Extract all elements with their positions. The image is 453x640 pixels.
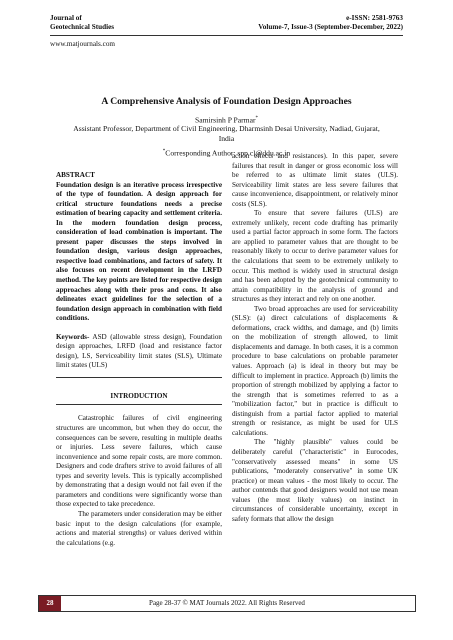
journal-name: [50, 14, 114, 32]
keywords-label: Keywords-: [56, 332, 90, 341]
keywords: [56, 333, 222, 371]
issn: e-ISSN: 2581-9763: [346, 14, 403, 22]
affiliation-line1: Assistant Professor, Department of Civil Engineering, Dharmsinh Desai University, Nadiad, Gujarat,: [73, 124, 380, 133]
journal-name-line2: Geotechnical Studies: [50, 23, 115, 31]
intro-paragraph-1: Catastrophic failures of civil engineering structures are uncommon, but when they do occur, the consequences can be severe, resulting in multiple deaths or injuries. Less severe failures, which cause inconvenience and some repair costs, are more common. Designers and code drafters strive to avoid failures of all types and severity levels. This is typically accomplished by demonstrating that a design would not fail even if the parameters and conditions were significantly worse than those expected to take precedence.: [56, 414, 222, 509]
affiliation-line2: India: [218, 133, 235, 143]
keywords-text: ASD (allowable stress design), Foundation design approaches, LRFD (load and resistance factor design), LS, Serviceability limit states (SLS), Ultimate limit states (ULS): [56, 332, 222, 370]
introduction-heading: INTRODUCTION: [110, 391, 168, 400]
left-column: [56, 171, 222, 548]
page-footer: [38, 595, 416, 612]
paper-title: A Comprehensive Analysis of Foundation Design Approaches: [101, 96, 352, 107]
journal-issue-info: [258, 14, 403, 32]
section-rule: [56, 377, 222, 378]
corresponding-text: Corresponding Author: spp.cl@ddu.ac.in: [165, 148, 291, 158]
section-rule: [56, 404, 222, 405]
copyright-text: Page 28-37 © MAT Journals 2022. All Rights Reserved: [149, 599, 305, 607]
volume-issue: Volume-7, Issue-3 (September-December, 2022): [258, 23, 403, 31]
page-number: 28: [39, 596, 61, 611]
affiliation: [40, 124, 413, 143]
corresponding-marker: *: [162, 149, 166, 154]
right-paragraph-0: action effects and resistances). In this paper, severe failures that result in danger or gross economic loss will be referred to as ultimate limit states (ULS). Serviceability limit states are less severe failures that cause inconvenience, disappointment, or relatively minor costs (SLS).: [232, 152, 398, 208]
header-rule: [50, 35, 403, 36]
journal-name-line1: Journal of: [50, 14, 82, 22]
right-paragraph-1: To ensure that severe failures (ULS) are extremely unlikely, recent code drafting has primarily used a partial factor approach in some form. The factors are applied to parameter values that are thought to be reasonably likely to occur to derive parameter values for the calculations that seem to be extremely unlikely to occur. This method is widely used in structural design and has been adopted by the geotechnical community to attain compatibility in the analysis of ground and structures as they interact and rely on one another.: [232, 209, 398, 304]
intro-paragraph-2: The parameters under consideration may be either basic input to the design calculations (for example, actions and material strengths) or values derived within the calculations (e.g.: [56, 509, 222, 547]
right-paragraph-3: The "highly plausible" values could be deliberately careful ("characteristic" in Eurocodes, "conservatively assessed means" in some US publications, "moderately conservative" in some UK practice) or mean values - the most likely to occur. The author contends that good designers would not use mean values (the most likely values) on instinct in circumstances of considerable uncertainty, except in safety formats that allow the design: [232, 438, 398, 523]
right-paragraph-2: Two broad approaches are used for serviceability (SLS): (a) direct calculations of displacements & deformations, crack widths, and damage, and (b) limits on the mobilization of strength allowed, to limit displacements and damage. In both cases, it is a common procedure to base calculations on probable parameter values. Approach (a) is ideal in theory but may be difficult to implement in practice. Approach (b) limits the proportion of strength mobilized by applying a factor to the strength that is sometimes referred to as a "mobilization factor," but in practice is difficult to distinguish from a partial factor applied to material strength or resistance, as might be used for ULS calculations.: [232, 304, 398, 437]
abstract-heading: ABSTRACT: [56, 171, 95, 179]
author-marker: *: [255, 116, 258, 121]
author-name: Samirsinh P Parmar: [195, 115, 256, 125]
website-link[interactable]: www.matjournals.com: [50, 40, 116, 48]
abstract-text: Foundation design is an iterative process irrespective of the type of foundation. A design approach for critical structure foundations needs a precise estimation of bearing capacity and settlement criteria. In the modern foundation design process, consideration of load combination is important. The present paper discusses the steps involved in foundation design, various design approaches, respective load combinations, and factors of safety. It also focuses on recent development in the LRFD method. The key points are listed for respective design approaches along with their pros and cons. It also delineates exact guidelines for the selection of a foundation design approach in combination with field conditions.: [56, 180, 222, 323]
right-column: [232, 152, 398, 524]
